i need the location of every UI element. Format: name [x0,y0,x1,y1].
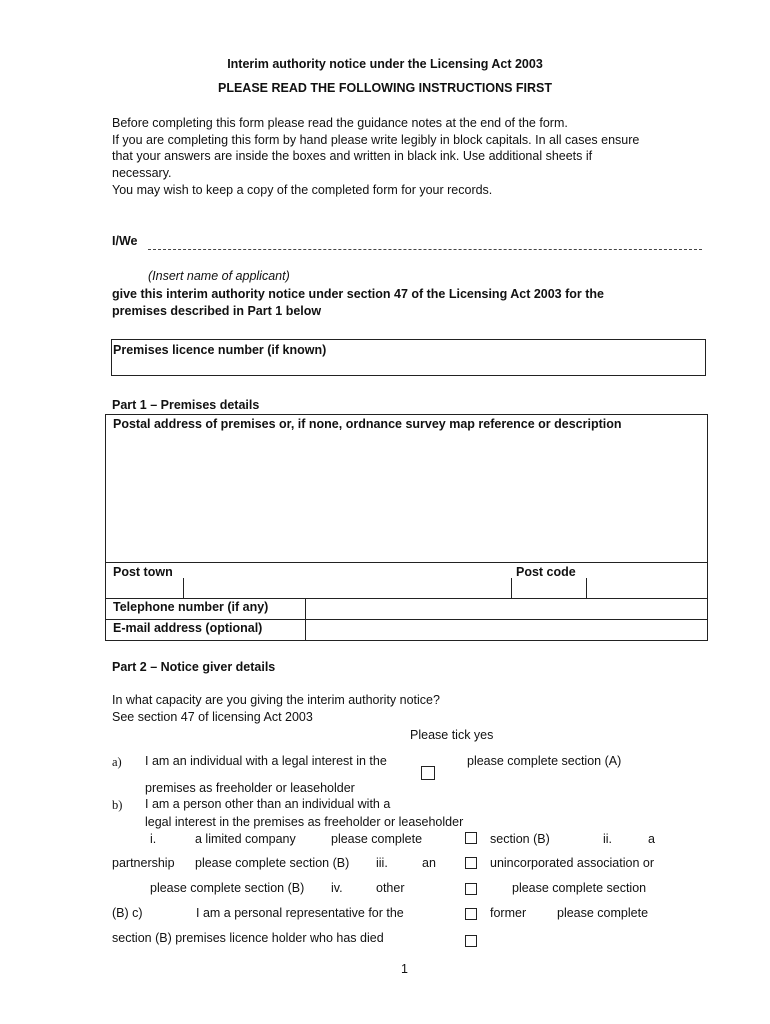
part1-heading: Part 1 – Premises details [112,398,260,412]
divider [105,619,708,620]
email-label: E-mail address (optional) [113,621,263,635]
checkbox-personal-representative[interactable] [465,935,477,947]
divider [511,578,512,598]
form-title: Interim authority notice under the Licensing Act 2003 [227,57,543,71]
tick-hint: Please tick yes [410,728,494,742]
part2-heading: Part 2 – Notice giver details [112,660,276,674]
option-a-text: I am an individual with a legal interest in the [145,754,387,768]
option-text: please complete section (B) [195,856,350,870]
instruction-line: that your answers are inside the boxes and written in black ink. Use additional sheets if [112,149,593,163]
checkbox-option-a[interactable] [421,766,435,780]
applicant-statement: premises described in Part 1 below [112,304,322,318]
option-text: unincorporated association or [490,856,654,870]
option-text: please complete [557,906,649,920]
option-text: section (B) premises licence holder who has died [112,931,384,945]
option-text: ii. [603,832,613,846]
option-text: (B) c) [112,906,143,920]
option-text: section (B) [490,832,550,846]
option-text: partnership [112,856,175,870]
form-subtitle: PLEASE READ THE FOLLOWING INSTRUCTIONS FIRST [217,81,553,95]
divider [183,578,184,598]
instruction-line: Before completing this form please read the guidance notes at the end of the form. [112,116,568,130]
option-text: other [376,881,405,895]
checkbox-other[interactable] [465,908,477,920]
address-label: Postal address of premises or, if none, ordnance survey map reference or description [113,417,622,431]
option-b-text: I am a person other than an individual with a [145,797,391,811]
address-field[interactable] [107,436,706,562]
option-a-action: please complete section (A) [467,754,622,768]
option-a-text: premises as freeholder or leaseholder [145,781,355,795]
option-text: please complete [331,832,423,846]
option-text: I am a personal representative for the [196,906,404,920]
divider [105,598,708,599]
option-text: an [422,856,436,870]
option-text: i. [150,832,157,846]
option-text: iv. [331,881,343,895]
option-b-text: legal interest in the premises as freeholder or leaseholder [145,815,464,829]
applicant-hint: (Insert name of applicant) [148,269,290,283]
option-text: former [490,906,527,920]
licence-number-box[interactable] [111,339,706,376]
instruction-line: You may wish to keep a copy of the completed form for your records. [112,183,493,197]
post-code-field[interactable] [589,564,706,598]
post-town-label: Post town [113,565,173,579]
applicant-name-line[interactable] [148,249,702,250]
option-text: please complete section (B) [150,881,305,895]
page-number: 1 [401,962,408,976]
post-town-field[interactable] [186,564,506,598]
capacity-reference: See section 47 of licensing Act 2003 [112,710,313,724]
instruction-line: necessary. [112,166,172,180]
checkbox-limited-company[interactable] [465,832,477,844]
instruction-line: If you are completing this form by hand please write legibly in block capitals. In all cases ensure [112,133,640,147]
telephone-field[interactable] [308,600,706,618]
option-text: please complete section [512,881,647,895]
divider [586,578,587,598]
applicant-statement: give this interim authority notice under section 47 of the Licensing Act 2003 for the [112,287,604,301]
option-a-marker: a) [112,755,122,769]
email-field[interactable] [308,621,706,639]
telephone-label: Telephone number (if any) [113,600,269,614]
post-code-label: Post code [516,565,576,579]
applicant-label: I/We [112,234,138,248]
option-b-marker: b) [112,798,123,812]
checkbox-unincorporated-association[interactable] [465,883,477,895]
option-text: a limited company [195,832,296,846]
licence-number-label: Premises licence number (if known) [113,343,327,357]
divider [105,562,708,563]
capacity-question: In what capacity are you giving the interim authority notice? [112,693,440,707]
option-text: iii. [376,856,388,870]
option-text: a [648,832,655,846]
checkbox-partnership[interactable] [465,857,477,869]
